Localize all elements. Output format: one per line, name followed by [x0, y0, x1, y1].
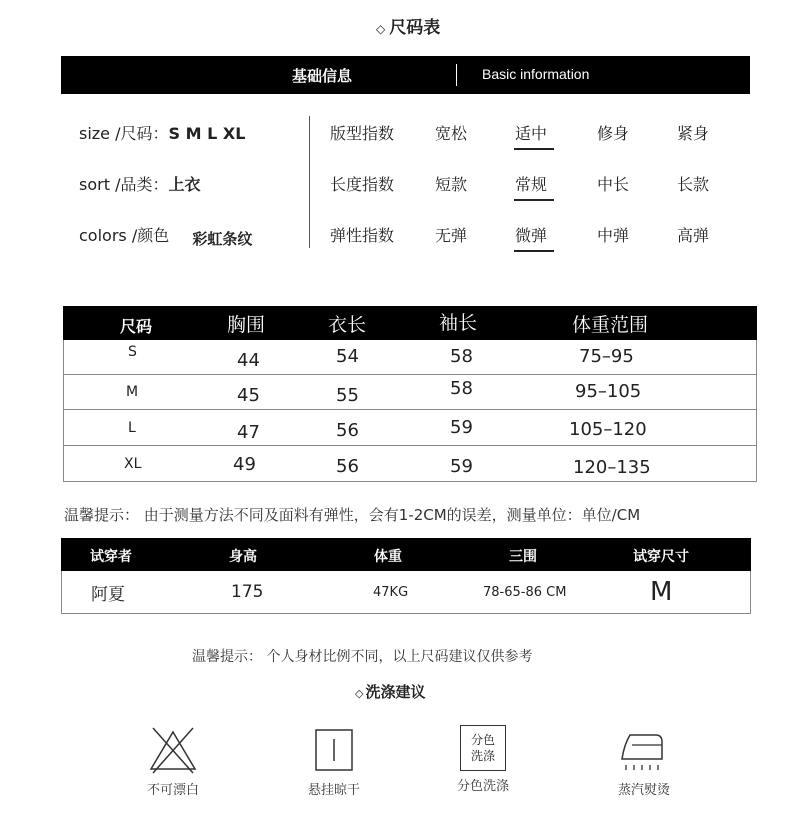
size-table-header: [63, 306, 757, 340]
table-row: [64, 340, 756, 375]
elastic-option: 无弹: [435, 226, 468, 245]
elastic-selected-underline: [514, 250, 554, 252]
steam-iron-icon: [616, 725, 672, 775]
length-option: 中长: [597, 175, 630, 194]
elastic-option-selected: 微弹: [515, 226, 548, 245]
cell-size: L: [128, 420, 136, 436]
care-label: 悬挂晾干: [307, 783, 360, 798]
header-model: 试穿者: [90, 549, 132, 565]
cell-weight: 95–105: [575, 381, 642, 402]
bar-divider: [456, 64, 457, 86]
cell-weight: 105–120: [569, 419, 647, 440]
header-weight-range: 体重范围: [572, 314, 649, 336]
header-measurements: 三围: [509, 549, 537, 565]
cell-length: 56: [336, 456, 359, 477]
cell-height: 175: [231, 582, 264, 602]
fit-selected-underline: [514, 148, 554, 150]
size-info: [79, 121, 245, 144]
cell-model-name: 阿夏: [91, 585, 125, 605]
cell-try-size: M: [650, 577, 673, 607]
fit-option: 修身: [597, 124, 630, 143]
basic-info-en: Basic information: [482, 66, 590, 82]
cell-sleeve: 59: [450, 417, 473, 438]
header-try-size: 试穿尺寸: [633, 549, 689, 565]
elastic-option: 中弹: [597, 226, 630, 245]
header-height: 身高: [229, 549, 257, 565]
fit-option-selected: 适中: [515, 124, 548, 143]
elastic-option: 高弹: [677, 226, 710, 245]
color-label: colors /颜色: [79, 226, 170, 245]
fit-option: 宽松: [435, 124, 468, 143]
diamond-icon: ◇: [376, 22, 386, 36]
sort-value: 上衣: [168, 175, 201, 194]
table-row: [64, 374, 756, 409]
table-row: [64, 445, 756, 480]
care-item-steam-iron: [589, 725, 699, 798]
cell-length: 55: [336, 385, 359, 406]
care-item-hang-dry: [279, 725, 389, 798]
no-bleach-icon: [145, 725, 201, 775]
cell-sleeve: 59: [450, 456, 473, 477]
size-label: size /尺码：: [79, 124, 169, 143]
care-label: 分色洗涤: [456, 779, 509, 794]
length-index-name: 长度指数: [330, 175, 395, 194]
header-sleeve: 袖长: [439, 312, 478, 334]
care-title: ◇ 洗涤建议: [355, 683, 426, 701]
care-label: 蒸汽熨烫: [617, 783, 670, 798]
cell-length: 54: [336, 346, 359, 367]
care-item-wash-separately: [428, 725, 538, 794]
length-selected-underline: [514, 199, 554, 201]
header-weight: 体重: [374, 549, 402, 565]
length-option: 短款: [435, 175, 468, 194]
header-length: 衣长: [328, 314, 367, 336]
care-label: 不可漂白: [146, 783, 199, 798]
color-value: 彩虹条纹: [192, 230, 253, 248]
model-table-row: [61, 571, 751, 614]
length-option: 长款: [677, 175, 710, 194]
cell-chest: 47: [237, 422, 260, 443]
measurement-tip: 温馨提示： 由于测量方法不同及面料有弹性，会有1-2CM的误差，测量单位：单位/CM: [64, 506, 641, 524]
cell-weight: 47KG: [373, 585, 409, 600]
cell-length: 56: [336, 420, 359, 441]
elastic-index-name: 弹性指数: [330, 226, 395, 245]
sort-label: sort /品类：: [79, 175, 169, 194]
fit-option: 紧身: [677, 124, 710, 143]
header-size: 尺码: [120, 317, 153, 336]
cell-weight: 120–135: [573, 457, 651, 478]
sort-info: [79, 172, 200, 195]
size-table-body: [63, 340, 757, 482]
basic-info-cn: 基础信息: [292, 67, 353, 85]
fit-index-name: 版型指数: [330, 124, 395, 143]
size-value: S M L XL: [168, 124, 246, 143]
cell-size: S: [128, 344, 137, 360]
cell-measurements: 78-65-86 CM: [483, 585, 567, 600]
hang-dry-icon: [306, 725, 362, 775]
size-chart-title: ◇ 尺码表: [376, 18, 441, 38]
basic-info-bar: [61, 56, 750, 94]
table-row: [64, 409, 756, 444]
cell-sleeve: 58: [450, 378, 473, 399]
diamond-icon: ◇: [355, 687, 364, 700]
cell-weight: 75–95: [579, 346, 634, 367]
model-table-header: [61, 538, 751, 571]
length-option-selected: 常规: [515, 175, 548, 194]
cell-chest: 49: [233, 454, 256, 475]
cell-size: M: [126, 384, 139, 400]
care-item-no-bleach: [118, 725, 228, 798]
body-proportion-tip: 温馨提示： 个人身材比例不同，以上尺码建议仅供参考: [192, 649, 533, 665]
cell-sleeve: 58: [450, 346, 473, 367]
info-divider: [309, 116, 310, 248]
cell-chest: 45: [237, 385, 260, 406]
color-info: [79, 223, 252, 246]
cell-chest: 44: [237, 350, 260, 371]
wash-separately-icon: 分色 洗涤: [460, 725, 506, 771]
header-chest: 胸围: [227, 314, 266, 336]
cell-size: XL: [124, 456, 142, 472]
